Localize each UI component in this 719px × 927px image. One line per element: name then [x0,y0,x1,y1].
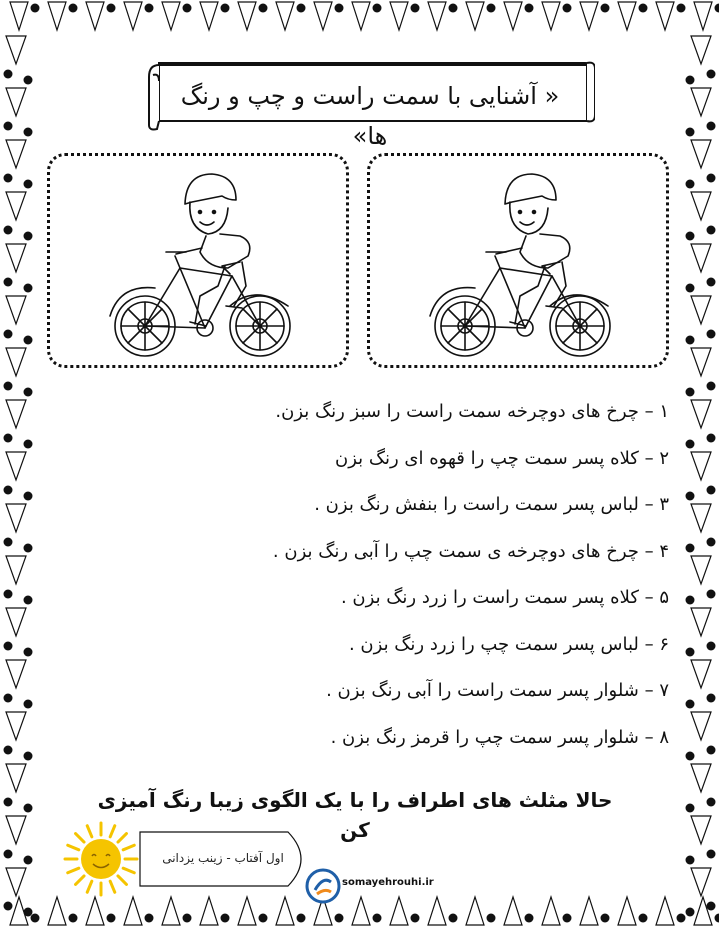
sun-icon [62,820,140,898]
border-dot [4,798,13,807]
border-dot [4,694,13,703]
border-dot [24,232,33,241]
sun-ray [123,845,134,850]
border-dot [707,70,716,79]
border-triangle [6,140,26,168]
instruction-item: ۳ – لباس پسر سمت راست را بنفش رنگ بزن . [314,494,669,515]
border-triangle [162,2,180,30]
boy-on-bicycle [50,156,346,365]
sun-ray [87,826,92,837]
border-triangle [691,244,711,272]
border-triangle [124,897,142,925]
sun-ray [76,876,84,884]
sun-ray [110,881,115,892]
border-dot [24,492,33,501]
border-triangle [276,897,294,925]
border-dot [686,336,695,345]
border-dot [24,804,33,813]
border-dot [24,752,33,761]
border-dot [335,914,344,923]
border-dot [297,4,306,13]
border-dot [107,4,116,13]
border-triangle [691,712,711,740]
border-triangle [200,2,218,30]
border-dot [449,4,458,13]
instruction-item: ۴ – چرخ های دوچرخه ی سمت چپ را آبی رنگ بزن . [272,540,669,562]
border-dot [707,694,716,703]
border-triangle [656,897,674,925]
border-dot [335,4,344,13]
border-triangle [6,192,26,220]
border-triangle [691,348,711,376]
border-triangle [314,2,332,30]
border-dot [639,914,648,923]
border-dot [677,4,686,13]
border-dot [31,914,40,923]
instruction-item: ۷ – شلوار پسر سمت راست را آبی رنگ بزن . [326,680,669,701]
border-triangle [390,897,408,925]
border-triangle [542,897,560,925]
border-dot [563,4,572,13]
border-dot [4,122,13,131]
border-dot [4,434,13,443]
border-dot [24,76,33,85]
border-triangle [48,2,66,30]
border-triangle [6,608,26,636]
border-dot [4,642,13,651]
border-dot [4,850,13,859]
sun-ray [87,881,92,892]
border-dot [707,122,716,131]
border-triangle [390,2,408,30]
border-dot [707,902,716,911]
border-triangle [504,897,522,925]
border-triangle [6,764,26,792]
border-dot [145,4,154,13]
border-dot [707,330,716,339]
border-dot [686,492,695,501]
border-triangle [48,897,66,925]
bicycle-picture-left [47,153,349,368]
border-dot [707,642,716,651]
border-dot [487,4,496,13]
border-triangle [6,400,26,428]
border-triangle [6,88,26,116]
border-dot [4,538,13,547]
boy-on-bicycle [370,156,666,365]
border-dot [686,596,695,605]
sun-ray [68,845,79,850]
border-dot [4,746,13,755]
border-dot [145,914,154,923]
instruction-item: ۱ – چرخ های دوچرخه سمت راست را سبز رنگ بزن. [275,401,669,422]
website-url: somayehrouhi.ir [342,877,434,888]
border-dot [601,4,610,13]
border-dot [487,914,496,923]
border-dot [31,4,40,13]
border-dot [686,128,695,137]
border-dot [686,388,695,397]
border-dot [24,284,33,293]
border-dot [69,914,78,923]
sun-ray [118,876,126,884]
border-dot [601,914,610,923]
border-dot [297,914,306,923]
sun-ray [110,826,115,837]
border-triangle [10,2,28,30]
border-triangle [352,897,370,925]
border-dot [686,700,695,709]
border-dot [715,4,719,13]
border-triangle [691,504,711,532]
sun-ray [76,834,84,842]
border-triangle [6,712,26,740]
border-triangle [6,504,26,532]
border-triangle [691,192,711,220]
border-triangle [352,2,370,30]
border-triangle [691,400,711,428]
border-dot [4,902,13,911]
border-triangle [618,897,636,925]
border-dot [24,648,33,657]
border-dot [259,4,268,13]
border-dot [686,284,695,293]
border-triangle [238,2,256,30]
border-triangle [691,816,711,844]
border-triangle [691,296,711,324]
border-triangle [162,897,180,925]
border-dot [107,914,116,923]
border-dot [686,76,695,85]
border-triangle [6,452,26,480]
border-dot [24,856,33,865]
border-dot [563,914,572,923]
border-triangle [691,608,711,636]
border-dot [24,544,33,553]
border-dot [4,70,13,79]
sun-ray [118,834,126,842]
sun-ray [123,868,134,873]
border-dot [686,440,695,449]
border-dot [707,798,716,807]
border-dot [24,700,33,709]
sun-ray [68,868,79,873]
border-dot [707,486,716,495]
border-dot [707,278,716,287]
border-triangle [6,868,26,896]
border-triangle [580,897,598,925]
border-triangle [694,2,712,30]
border-triangle [691,764,711,792]
border-dot [525,4,534,13]
border-dot [24,180,33,189]
border-dot [686,648,695,657]
border-dot [4,590,13,599]
border-dot [4,486,13,495]
border-dot [221,914,230,923]
border-dot [707,226,716,235]
border-triangle [691,868,711,896]
border-dot [686,180,695,189]
border-triangle [466,2,484,30]
border-triangle [200,897,218,925]
border-triangle [691,140,711,168]
site-logo-icon [305,868,341,904]
border-triangle [691,556,711,584]
border-dot [677,914,686,923]
border-triangle [428,2,446,30]
border-dot [24,128,33,137]
border-dot [411,4,420,13]
border-dot [686,232,695,241]
border-triangle [6,556,26,584]
border-triangle [691,660,711,688]
author-credit: اول آفتاب - زینب یزدانی [162,851,284,865]
border-triangle [6,816,26,844]
border-triangle [691,88,711,116]
border-triangle [6,244,26,272]
border-triangle [504,2,522,30]
border-dot [707,590,716,599]
border-dot [4,330,13,339]
border-dot [24,908,33,917]
instruction-list [199,395,669,767]
border-dot [221,4,230,13]
border-dot [686,856,695,865]
border-triangle [6,348,26,376]
instruction-item: ۵ – کلاه پسر سمت راست را زرد رنگ بزن . [340,587,669,608]
border-dot [707,382,716,391]
border-triangle [542,2,560,30]
border-dot [69,4,78,13]
border-triangle [580,2,598,30]
bicycle-picture-right [367,153,669,368]
border-dot [525,914,534,923]
border-triangle [6,660,26,688]
border-dot [183,4,192,13]
border-triangle [691,452,711,480]
border-triangle [276,2,294,30]
border-triangle [656,2,674,30]
border-triangle [124,2,142,30]
border-triangle [238,897,256,925]
border-dot [183,914,192,923]
border-dot [24,596,33,605]
border-dot [686,804,695,813]
border-triangle [466,897,484,925]
border-dot [259,914,268,923]
border-triangle [86,897,104,925]
border-dot [707,174,716,183]
border-triangle [691,36,711,64]
instruction-item: ۶ – لباس پسر سمت چپ را زرد رنگ بزن . [348,633,669,655]
instruction-item: ۸ – شلوار پسر سمت چپ را قرمز رنگ بزن . [330,726,669,748]
border-dot [24,388,33,397]
border-dot [373,914,382,923]
border-dot [715,914,719,923]
border-dot [707,850,716,859]
border-dot [411,914,420,923]
border-triangle [428,897,446,925]
border-dot [686,544,695,553]
border-triangle [6,296,26,324]
footer-instruction: حالا مثلث های اطراف را با یک الگوی زیبا رنگ آمیزی کن [97,788,613,842]
border-triangle [618,2,636,30]
border-dot [24,440,33,449]
border-triangle [694,897,712,925]
border-dot [707,746,716,755]
border-dot [24,336,33,345]
border-dot [4,226,13,235]
border-dot [373,4,382,13]
border-dot [639,4,648,13]
border-dot [686,752,695,761]
border-dot [449,914,458,923]
border-dot [707,434,716,443]
border-dot [4,278,13,287]
border-dot [4,382,13,391]
border-dot [686,908,695,917]
border-triangle [6,36,26,64]
border-triangle [86,2,104,30]
border-dot [4,174,13,183]
border-dot [707,538,716,547]
worksheet-title: « آشنایی با سمت راست و چپ و رنگ ها» [180,82,560,150]
instruction-item: ۲ – کلاه پسر سمت چپ را قهوه ای رنگ بزن [335,447,669,469]
